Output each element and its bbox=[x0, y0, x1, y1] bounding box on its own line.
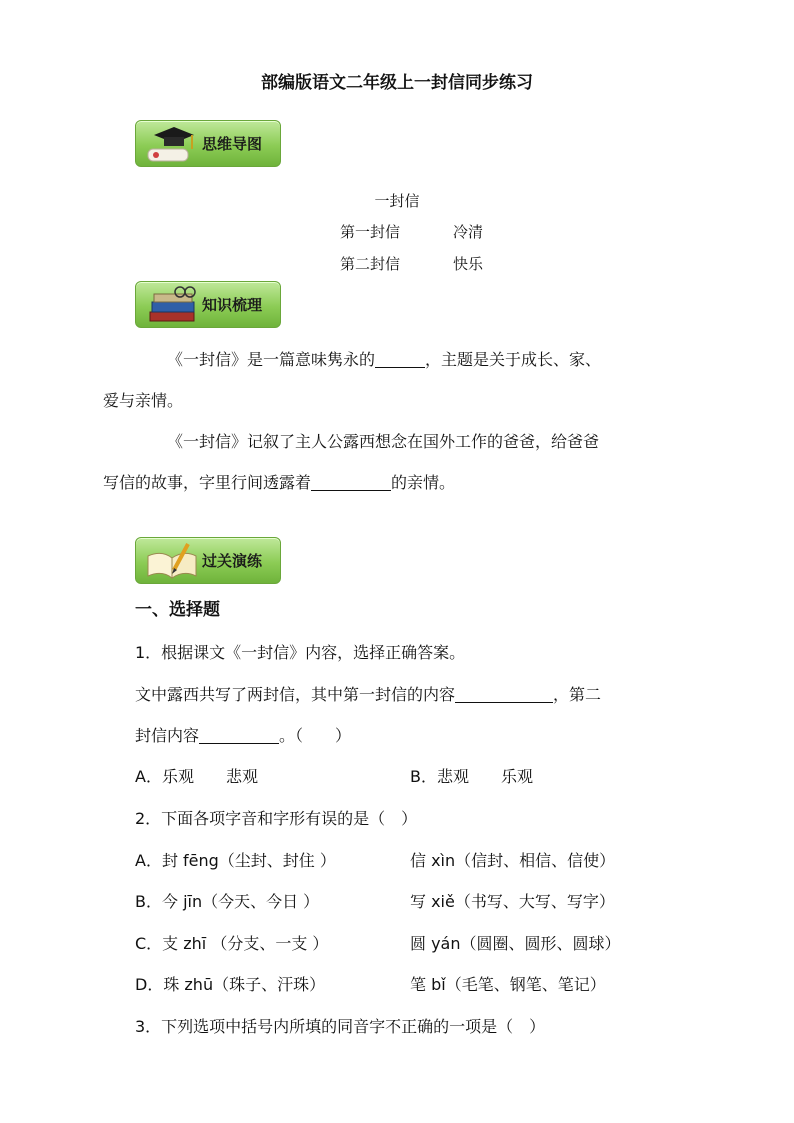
option-a-right: 信 xìn（信封、相信、信使） bbox=[410, 851, 616, 870]
text-run: 。（ ） bbox=[279, 726, 352, 745]
knowledge-paragraph-1 bbox=[103, 339, 665, 421]
answer-blank[interactable] bbox=[455, 682, 553, 703]
answer-blank[interactable] bbox=[311, 470, 391, 491]
practice-label: 过关演练 bbox=[202, 552, 263, 570]
mind-map-label: 思维导图 bbox=[202, 135, 263, 153]
practice-badge bbox=[135, 537, 281, 584]
knowledge-badge bbox=[135, 281, 281, 328]
mind-map-left: 第二封信 bbox=[340, 255, 401, 273]
text-run: ，第二 bbox=[553, 685, 602, 704]
option-d-left[interactable]: D．珠 zhū（珠子、汗珠） bbox=[135, 975, 326, 994]
open-book-pencil-icon bbox=[144, 540, 202, 582]
mind-map-row bbox=[0, 253, 794, 273]
option-c-left[interactable]: C．支 zhī （分支、一支 ） bbox=[135, 934, 329, 953]
books-icon bbox=[144, 284, 202, 326]
option-d-right: 笔 bǐ（毛笔、钢笔、笔记） bbox=[410, 975, 606, 994]
answer-blank[interactable] bbox=[199, 723, 279, 744]
question-1-line-3 bbox=[135, 723, 351, 746]
question-2-stem: 2．下面各项字音和字形有误的是（ ） bbox=[135, 809, 418, 828]
question-1-stem: 1．根据课文《一封信》内容，选择正确答案。 bbox=[135, 643, 466, 662]
mind-map-root: 一封信 bbox=[374, 192, 420, 210]
text-run: 《一封信》记叙了主人公露西想念在国外工作的爸爸，给爸爸 bbox=[167, 432, 600, 451]
option-b[interactable]: B．悲观 乐观 bbox=[410, 767, 533, 786]
mind-map-left: 第一封信 bbox=[340, 223, 401, 241]
option-b-left[interactable]: B．今 jīn（今天、今日 ） bbox=[135, 892, 320, 911]
text-run: 封信内容 bbox=[135, 726, 200, 745]
option-a-left[interactable]: A．封 fēng（尘封、封住 ） bbox=[135, 851, 336, 870]
mind-map-right: 快乐 bbox=[453, 255, 484, 273]
text-run: 爱与亲情。 bbox=[103, 391, 184, 410]
text-run: ，主题是关于成长、家、 bbox=[425, 350, 602, 369]
option-c-right: 圆 yán（圆圈、圆形、圆球） bbox=[410, 934, 621, 953]
question-3-stem: 3．下列选项中括号内所填的同音字不正确的一项是（ ） bbox=[135, 1017, 546, 1036]
text-run: 的亲情。 bbox=[391, 473, 456, 492]
text-run: 写信的故事，字里行间透露着 bbox=[103, 473, 312, 492]
mind-map-badge bbox=[135, 120, 281, 167]
text-run: 《一封信》是一篇意味隽永的 bbox=[167, 350, 376, 369]
mind-map-row bbox=[0, 221, 794, 241]
text-run: 文中露西共写了两封信，其中第一封信的内容 bbox=[135, 685, 456, 704]
knowledge-label: 知识梳理 bbox=[202, 296, 263, 314]
answer-blank[interactable] bbox=[375, 347, 425, 368]
graduation-cap-icon bbox=[144, 123, 202, 165]
option-b-right: 写 xiě（书写、大写、写字） bbox=[410, 892, 615, 911]
knowledge-paragraph-2 bbox=[103, 421, 665, 503]
option-a[interactable]: A．乐观 悲观 bbox=[135, 767, 258, 786]
section-heading: 一、选择题 bbox=[135, 600, 220, 620]
mind-map-right: 冷清 bbox=[453, 223, 484, 241]
page-title: 部编版语文二年级上一封信同步练习 bbox=[261, 73, 533, 93]
question-1-line-2 bbox=[135, 682, 601, 705]
